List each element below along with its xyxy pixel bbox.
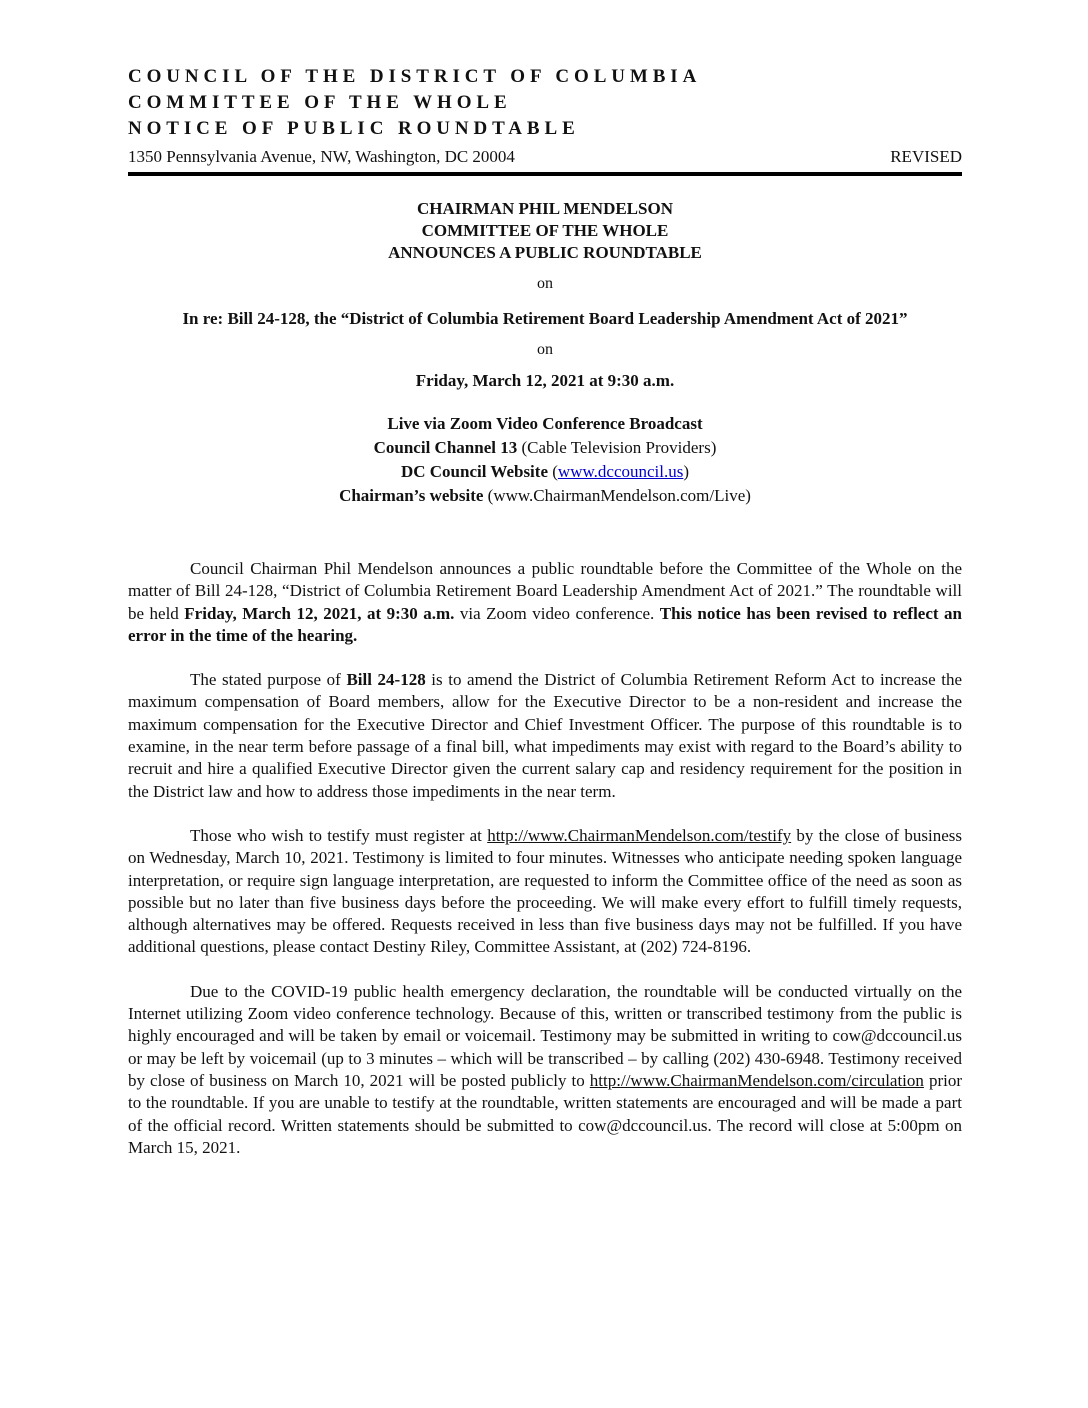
chairman-site-line bbox=[128, 484, 962, 508]
on-label-2: on bbox=[537, 341, 553, 358]
committee-name: COMMITTEE OF THE WHOLE bbox=[128, 92, 512, 113]
circulation-link[interactable]: http://www.ChairmanMendelson.com/circulation bbox=[589, 1070, 924, 1090]
announcement-heading bbox=[128, 198, 962, 264]
p2-text-2: is to amend the District of Columbia Retirement Reform Act to increase the maximum compensation of Board members, allow for the Executive Director to be a non-resident and increase the maximum compensation for the Executive Director and Chief Investment Officer. The purpose of this roundtable is to examine, in the near term before passage of a final bill, what impediments may exist with regard to the Board’s ability to recruit and hire a qualified Executive Director given the current salary cap and residency requirement for the position in the District law and how to address those impediments in the near term. bbox=[128, 670, 962, 801]
p2-text-1: The stated purpose of bbox=[190, 670, 347, 690]
paragraph-covid bbox=[128, 981, 962, 1159]
p1-text-1: Council Chairman Phil Mendelson announces a public roundtable before the Committee of the Whole on the matter of Bill 24-128, “District of Columbia Retirement Board Leadership Amendment Act of 2021.” The roundtable will be held bbox=[128, 559, 962, 623]
chairman-line: CHAIRMAN PHIL MENDELSON bbox=[417, 199, 673, 218]
p1-date-bold: Friday, March 12, 2021, at 9:30 a.m. bbox=[184, 603, 455, 623]
revised-status: REVISED bbox=[890, 147, 962, 166]
address-row bbox=[128, 146, 962, 176]
dccouncil-link[interactable]: www.dccouncil.us bbox=[557, 462, 684, 481]
chairman-site-label: Chairman’s website bbox=[339, 486, 484, 505]
p1-revision-note: This notice has been revised to reflect an error in the time of the hearing. bbox=[128, 603, 962, 645]
bill-title: In re: Bill 24-128, the “District of Columbia Retirement Board Leadership Amendment Act of 2021” bbox=[182, 309, 908, 328]
website-line bbox=[128, 460, 962, 484]
zoom-line bbox=[128, 412, 962, 436]
p3-text-1: Those who wish to testify must register at bbox=[190, 825, 488, 845]
p4-text-1: Due to the COVID-19 public health emergency declaration, the roundtable will be conducted virtually on the Internet utilizing Zoom video conference technology. Because of this, written or transcribed testimony from the public is highly encouraged and will be taken by email or voicemail. Testimony may be submitted in writing to cow@dccouncil.us or may be left by voicemail (up to 3 minutes – which will be transcribed – by calling (202) 430-6948. Testimony received by close of business on March 10, 2021 will be posted publicly to bbox=[128, 981, 962, 1090]
website-open-paren: ( bbox=[548, 462, 558, 481]
channel-label: Council Channel 13 bbox=[373, 438, 518, 457]
on-label: on bbox=[537, 275, 553, 292]
notice-title: NOTICE OF PUBLIC ROUNDTABLE bbox=[128, 118, 580, 139]
testify-link[interactable]: http://www.ChairmanMendelson.com/testify bbox=[487, 825, 792, 845]
hearing-datetime: Friday, March 12, 2021 at 9:30 a.m. bbox=[415, 371, 675, 390]
channel-line bbox=[128, 436, 962, 460]
address: 1350 Pennsylvania Avenue, NW, Washington, DC 20004 bbox=[128, 147, 515, 166]
paragraph-purpose bbox=[128, 669, 962, 803]
committee-line: COMMITTEE OF THE WHOLE bbox=[421, 221, 669, 240]
broadcast-info bbox=[128, 412, 962, 508]
channel-detail: (Cable Television Providers) bbox=[517, 438, 717, 457]
website-label: DC Council Website bbox=[400, 462, 548, 481]
letterhead bbox=[128, 64, 962, 176]
p3-text-2: by the close of business on Wednesday, March 10, 2021. Testimony is limited to four minutes. Witnesses who anticipate needing spoken language interpretation, or require sign language interpretation, are requested to inform the Committee office of the need as soon as possible but no later than five business days before the proceeding. We will make every effort to fulfill timely requests, although alternatives may be offered. Requests received in less than five business days may not be fulfilled. If you have additional questions, please contact Destiny Riley, Committee Assistant, at (202) 724-8196. bbox=[128, 825, 962, 957]
p1-text-2: via Zoom video conference. bbox=[454, 603, 660, 623]
announcement-block bbox=[128, 198, 962, 508]
chairman-site-url: (www.ChairmanMendelson.com/Live) bbox=[483, 486, 751, 505]
zoom-label: Live via Zoom Video Conference Broadcast bbox=[387, 414, 703, 433]
p2-bill-bold: Bill 24-128 bbox=[346, 670, 426, 690]
announces-line: ANNOUNCES A PUBLIC ROUNDTABLE bbox=[388, 243, 702, 262]
p4-text-2: prior to the roundtable. If you are unable to testify at the roundtable, written statements are encouraged and will be made a part of the official record. Written statements should be submitted to cow@dccouncil.us. The record will close at 5:00pm on March 15, 2021. bbox=[128, 1070, 963, 1157]
council-name: COUNCIL OF THE DISTRICT OF COLUMBIA bbox=[128, 66, 702, 87]
paragraph-announcement bbox=[128, 558, 962, 647]
paragraph-testimony bbox=[128, 825, 962, 959]
website-close-paren: ) bbox=[683, 462, 690, 481]
document-page bbox=[128, 64, 962, 1159]
